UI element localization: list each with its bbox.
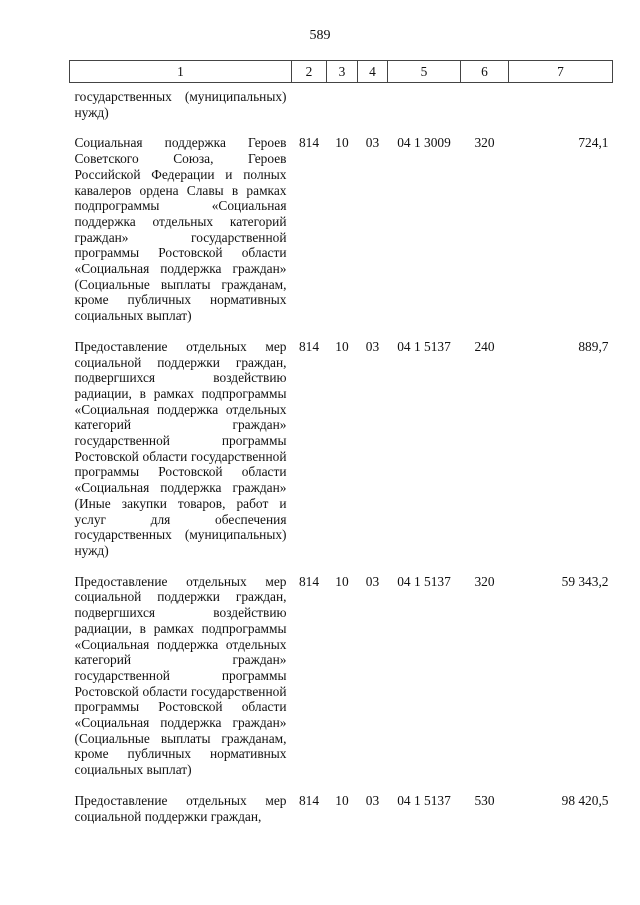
column-header-5: 5 <box>388 61 461 83</box>
table-row <box>70 83 613 135</box>
table-row <box>70 792 613 824</box>
row-admin-code: 814 <box>298 792 320 808</box>
table-header <box>70 61 613 83</box>
row-admin-code: 814 <box>298 135 320 151</box>
row-expense-type: 530 <box>474 792 495 808</box>
row-admin-code <box>292 83 327 135</box>
column-header-4: 4 <box>358 61 388 83</box>
row-subsection: 03 <box>365 135 380 151</box>
row-target-article: 04 1 5137 <box>397 573 451 589</box>
row-target-article: 04 1 3009 <box>397 135 451 151</box>
row-section: 10 <box>335 573 349 589</box>
header-row <box>70 61 613 83</box>
column-header-7: 7 <box>509 61 613 83</box>
row-admin-code: 814 <box>298 573 320 589</box>
row-section <box>327 83 358 135</box>
row-section: 10 <box>335 792 349 808</box>
row-subsection <box>358 83 388 135</box>
row-section: 10 <box>335 338 349 354</box>
table-row <box>70 338 613 573</box>
row-amount: 889,7 <box>578 338 609 354</box>
row-expense-type: 320 <box>474 573 495 589</box>
row-expense-type <box>461 83 509 135</box>
row-subsection: 03 <box>365 573 380 589</box>
row-description: Предоставление отдельных мер социальной поддержки граждан, подвергшихся воздействию радиации, в рамках подпрограммы «Социальная поддержка отдельных категорий граждан» государственной программы Ростовской области государственной программы Ростовской области «Социальная поддержка граждан» (Социальные выплаты гражданам, кроме публичных нормативных социальных выплат) <box>74 573 287 778</box>
row-amount: 98 420,5 <box>561 792 609 808</box>
row-subsection: 03 <box>365 792 380 808</box>
column-header-6: 6 <box>461 61 509 83</box>
column-header-1: 1 <box>70 61 292 83</box>
row-section: 10 <box>335 135 349 151</box>
column-header-3: 3 <box>327 61 358 83</box>
table-body <box>70 83 613 825</box>
row-description: государственных (муниципальных) нужд) <box>74 89 287 120</box>
row-amount: 59 343,2 <box>561 573 609 589</box>
row-target-article <box>388 83 461 135</box>
row-expense-type: 320 <box>474 135 495 151</box>
row-description: Предоставление отдельных мер социальной поддержки граждан, <box>74 792 287 824</box>
row-admin-code: 814 <box>298 338 320 354</box>
row-description: Социальная поддержка Героев Советского Союза, Героев Российской Федерации и полных кавалеров ордена Славы в рамках подпрограммы «Социальная поддержка отдельных категорий граждан» государственной программы Ростовской области «Социальная поддержка граждан» (Социальные выплаты гражданам, кроме публичных нормативных социальных выплат) <box>74 135 287 324</box>
row-target-article: 04 1 5137 <box>397 792 451 808</box>
row-amount <box>509 83 613 135</box>
row-subsection: 03 <box>365 338 380 354</box>
page-number: 589 <box>309 28 331 43</box>
table-row <box>70 134 613 337</box>
budget-table <box>69 60 613 824</box>
row-expense-type: 240 <box>474 338 495 354</box>
row-target-article: 04 1 5137 <box>397 338 451 354</box>
row-amount: 724,1 <box>578 135 609 151</box>
table-row <box>70 573 613 792</box>
row-description: Предоставление отдельных мер социальной поддержки граждан, подвергшихся воздействию радиации, в рамках подпрограммы «Социальная поддержка отдельных категорий граждан» государственной программы Ростовской области государственной программы Ростовской области «Социальная поддержка граждан» (Иные закупки товаров, работ и услуг для обеспечения государственных (муниципальных) нужд) <box>74 338 287 558</box>
column-header-2: 2 <box>292 61 327 83</box>
